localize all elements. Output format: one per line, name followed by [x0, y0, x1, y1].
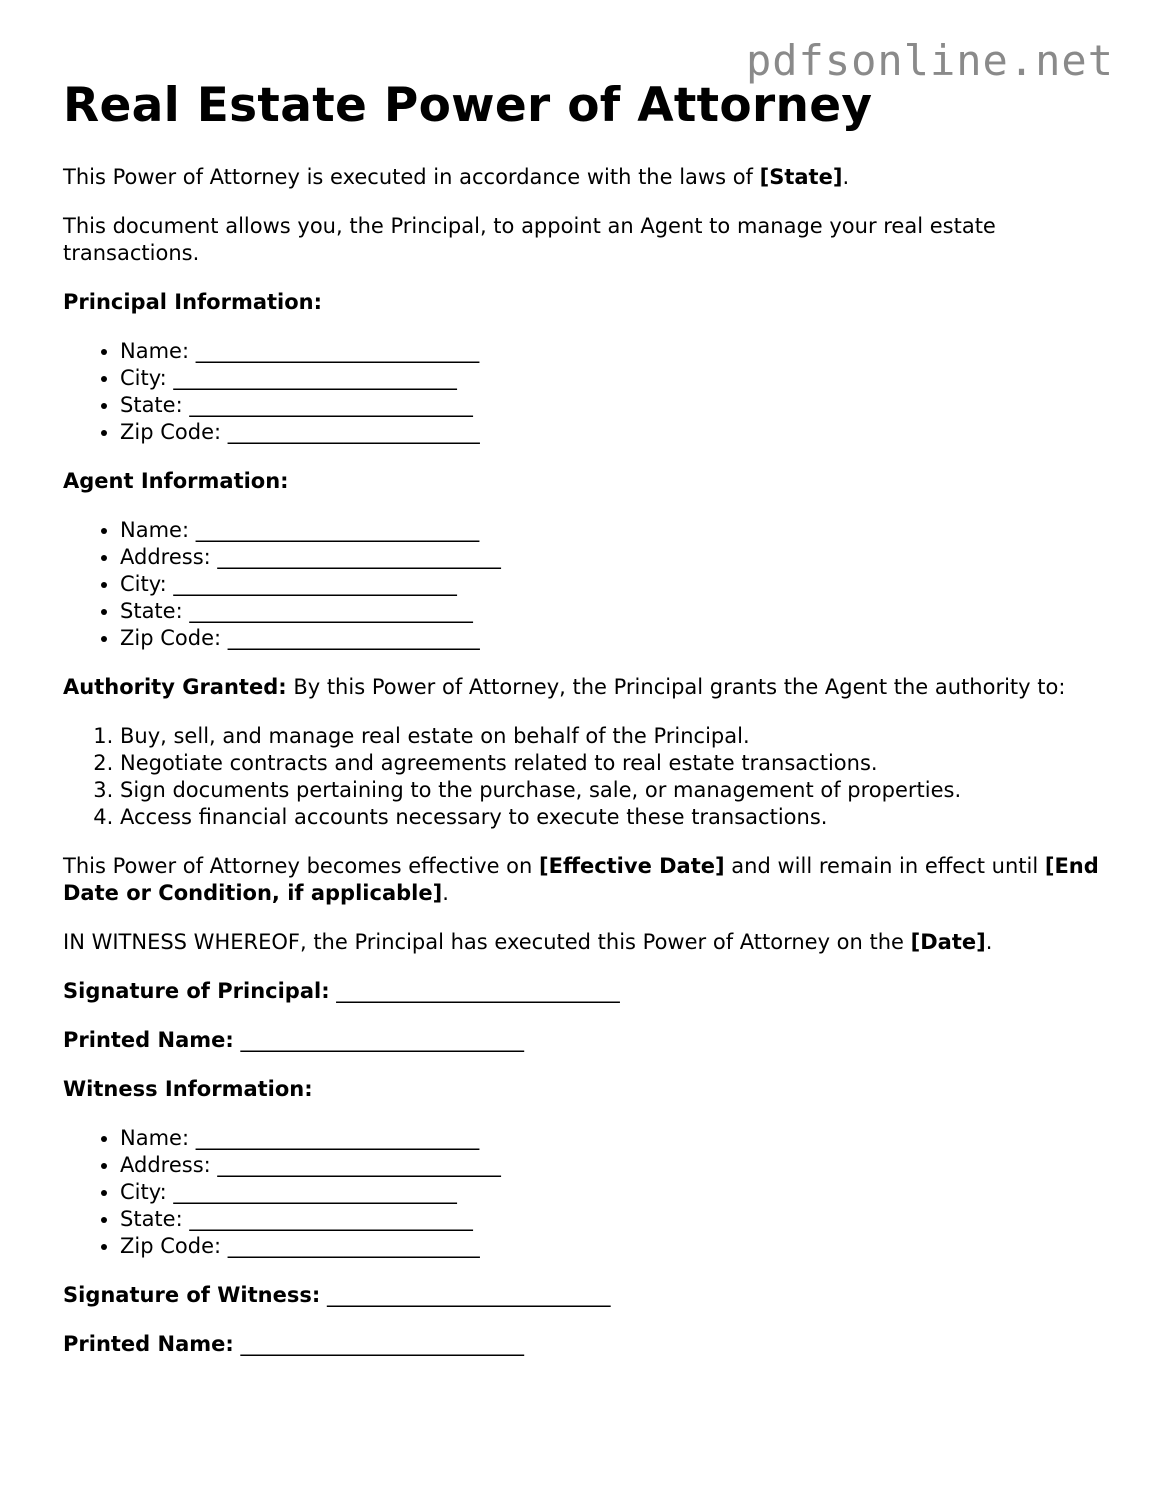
field-label: Address: [120, 545, 211, 569]
principal-name-field [120, 338, 1103, 365]
purpose-paragraph: This document allows you, the Principal, to appoint an Agent to manage your real estate transactions. [63, 214, 996, 265]
signature-label: Signature of Principal: [63, 979, 330, 1003]
blank-line: ___________________________ [173, 1180, 457, 1204]
document-body [63, 164, 1103, 1380]
agent-name-field [120, 517, 1103, 544]
witness-address-field [120, 1152, 1103, 1179]
field-label: State: [120, 599, 183, 623]
field-label: City: [120, 1180, 167, 1204]
agent-zip-field [120, 625, 1103, 652]
blank-line: ___________________________ [189, 393, 473, 417]
field-label: State: [120, 393, 183, 417]
agent-heading: Agent Information: [63, 469, 289, 493]
field-label: Zip Code: [120, 1234, 222, 1258]
authority-item: 2. Negotiate contracts and agreements related to real estate transactions. [120, 750, 1103, 777]
witness-printed-name-line [63, 1331, 1103, 1358]
blank-line: ___________________________ [326, 1283, 611, 1307]
blank-line: ________________________ [227, 1234, 480, 1258]
date-placeholder: [Date] [910, 930, 986, 954]
witness-whereof-paragraph [63, 929, 1103, 956]
signature-label: Signature of Witness: [63, 1283, 321, 1307]
authority-item: 3. Sign documents pertaining to the purchase, sale, or management of properties. [120, 777, 1103, 804]
blank-line: ___________________________ [173, 366, 457, 390]
period: . [985, 930, 993, 954]
effective-date-paragraph [63, 853, 1103, 907]
field-label: City: [120, 572, 167, 596]
field-label: Zip Code: [120, 420, 222, 444]
authority-paragraph [63, 674, 1103, 701]
witness-name-field [120, 1125, 1103, 1152]
period: . [842, 165, 850, 189]
field-label: Name: [120, 339, 190, 363]
governing-law-paragraph [63, 164, 1103, 191]
blank-line: ___________________________ [240, 1028, 524, 1052]
agent-address-field [120, 544, 1103, 571]
authority-label: Authority Granted: [63, 675, 287, 699]
blank-line: ___________________________ [217, 1153, 501, 1177]
principal-fields [63, 338, 1103, 446]
blank-line: ___________________________ [195, 518, 480, 542]
agent-fields [63, 517, 1103, 652]
blank-line: ___________________________ [189, 1207, 473, 1231]
state-placeholder: [State] [759, 165, 843, 189]
watermark: pdfsonline.net [745, 36, 1114, 85]
blank-line: ________________________ [227, 626, 480, 650]
blank-line: ___________________________ [173, 572, 457, 596]
blank-line: ___________________________ [217, 545, 501, 569]
authority-item: 1. Buy, sell, and manage real estate on behalf of the Principal. [120, 723, 1103, 750]
witness-zip-field [120, 1233, 1103, 1260]
blank-line: ________________________ [227, 420, 480, 444]
witness-state-field [120, 1206, 1103, 1233]
field-label: State: [120, 1207, 183, 1231]
governing-law-text: This Power of Attorney is executed in accordance with the laws of [63, 165, 760, 189]
witness-signature-line [63, 1282, 1103, 1309]
agent-state-field [120, 598, 1103, 625]
witness-city-field [120, 1179, 1103, 1206]
principal-state-field [120, 392, 1103, 419]
effective-text: This Power of Attorney becomes effective on [63, 854, 539, 878]
effective-date-placeholder: [Effective Date] [539, 854, 725, 878]
principal-heading: Principal Information: [63, 290, 323, 314]
field-label: Address: [120, 1153, 211, 1177]
field-label: Zip Code: [120, 626, 222, 650]
agent-city-field [120, 571, 1103, 598]
effective-text: and will remain in effect until [724, 854, 1045, 878]
principal-signature-line [63, 978, 1103, 1005]
blank-line: ___________________________ [240, 1332, 524, 1356]
blank-line: ___________________________ [195, 1126, 480, 1150]
period: . [442, 881, 449, 905]
principal-zip-field [120, 419, 1103, 446]
printed-name-label: Printed Name: [63, 1332, 234, 1356]
witness-heading: Witness Information: [63, 1077, 313, 1101]
document-title: Real Estate Power of Attorney [63, 78, 873, 133]
printed-name-label: Printed Name: [63, 1028, 234, 1052]
authority-item: 4. Access financial accounts necessary to execute these transactions. [120, 804, 1103, 831]
blank-line: ___________________________ [195, 339, 480, 363]
blank-line: ___________________________ [189, 599, 473, 623]
witness-fields [63, 1125, 1103, 1260]
field-label: Name: [120, 518, 190, 542]
field-label: City: [120, 366, 167, 390]
blank-line: ___________________________ [336, 979, 620, 1003]
field-label: Name: [120, 1126, 190, 1150]
principal-printed-name-line [63, 1027, 1103, 1054]
end-date-placeholder: [End Date or Condition, if applicable] [63, 854, 1099, 905]
principal-city-field [120, 365, 1103, 392]
authority-text: By this Power of Attorney, the Principal grants the Agent the authority to: [286, 675, 1066, 699]
witness-whereof-text: IN WITNESS WHEREOF, the Principal has executed this Power of Attorney on the [63, 930, 911, 954]
authority-list [63, 723, 1103, 831]
